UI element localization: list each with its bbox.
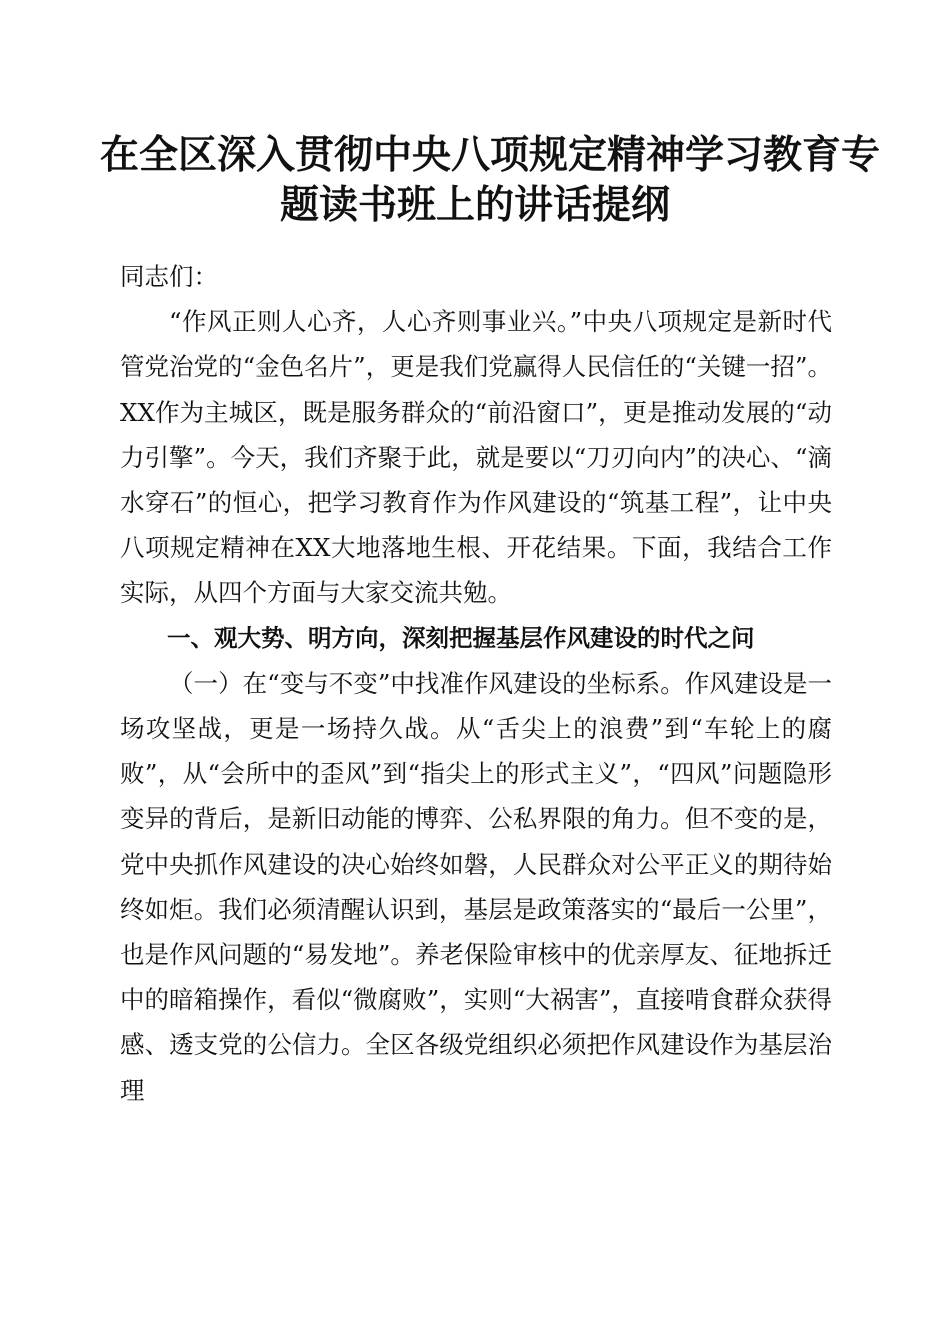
title-line-2: 题读书班上的讲话提纲 [279,182,670,228]
title-line-1: 在全区深入贯彻中央八项规定精神学习教育专 [100,132,881,178]
section-1-paragraph-1: （一）在“变与不变”中找准作风建设的坐标系。作风建设是一场攻坚战，更是一场持久战。从“舌尖上的浪费”到“车轮上的腐败”，从“会所中的歪风”到“指尖上的形式主义”，“四风”问题隐形变异的背后，是新旧动能的博弈、公私界限的角力。但不变的是，党中央抓作风建设的决心始终如磐，人民群众对公平正义的期待始终如炬。我们必须清醒认识到，基层是政策落实的“最后一公里”，也是作风问题的“易发地”。养老保险审核中的优亲厚友、征地拆迁中的暗箱操作，看似“微腐败”，实则“大祸害”，直接啃食群众获得感、透支党的公信力。全区各级党组织必须把作风建设作为基层治理 [120,668,832,1105]
section-heading-1: 一、观大势、明方向，深刻把握基层作风建设的时代之问 [167,623,755,652]
document-title [100,130,881,230]
intro-paragraph: “作风正则人心齐，人心齐则事业兴。”中央八项规定是新时代管党治党的“金色名片”，更是我们党赢得人民信任的“关键一招”。XX作为主城区，既是服务群众的“前沿窗口”，更是推动发展的“动力引擎”。今天，我们齐聚于此，就是要以“刀刃向内”的决心、“滴水穿石”的恒心，把学习教育作为作风建设的“筑基工程”，让中央八项规定精神在XX大地落地生根、开花结果。下面，我结合工作实际，从四个方面与大家交流共勉。 [120,307,832,608]
document-body [120,254,832,1113]
greeting: 同志们： [120,262,218,291]
